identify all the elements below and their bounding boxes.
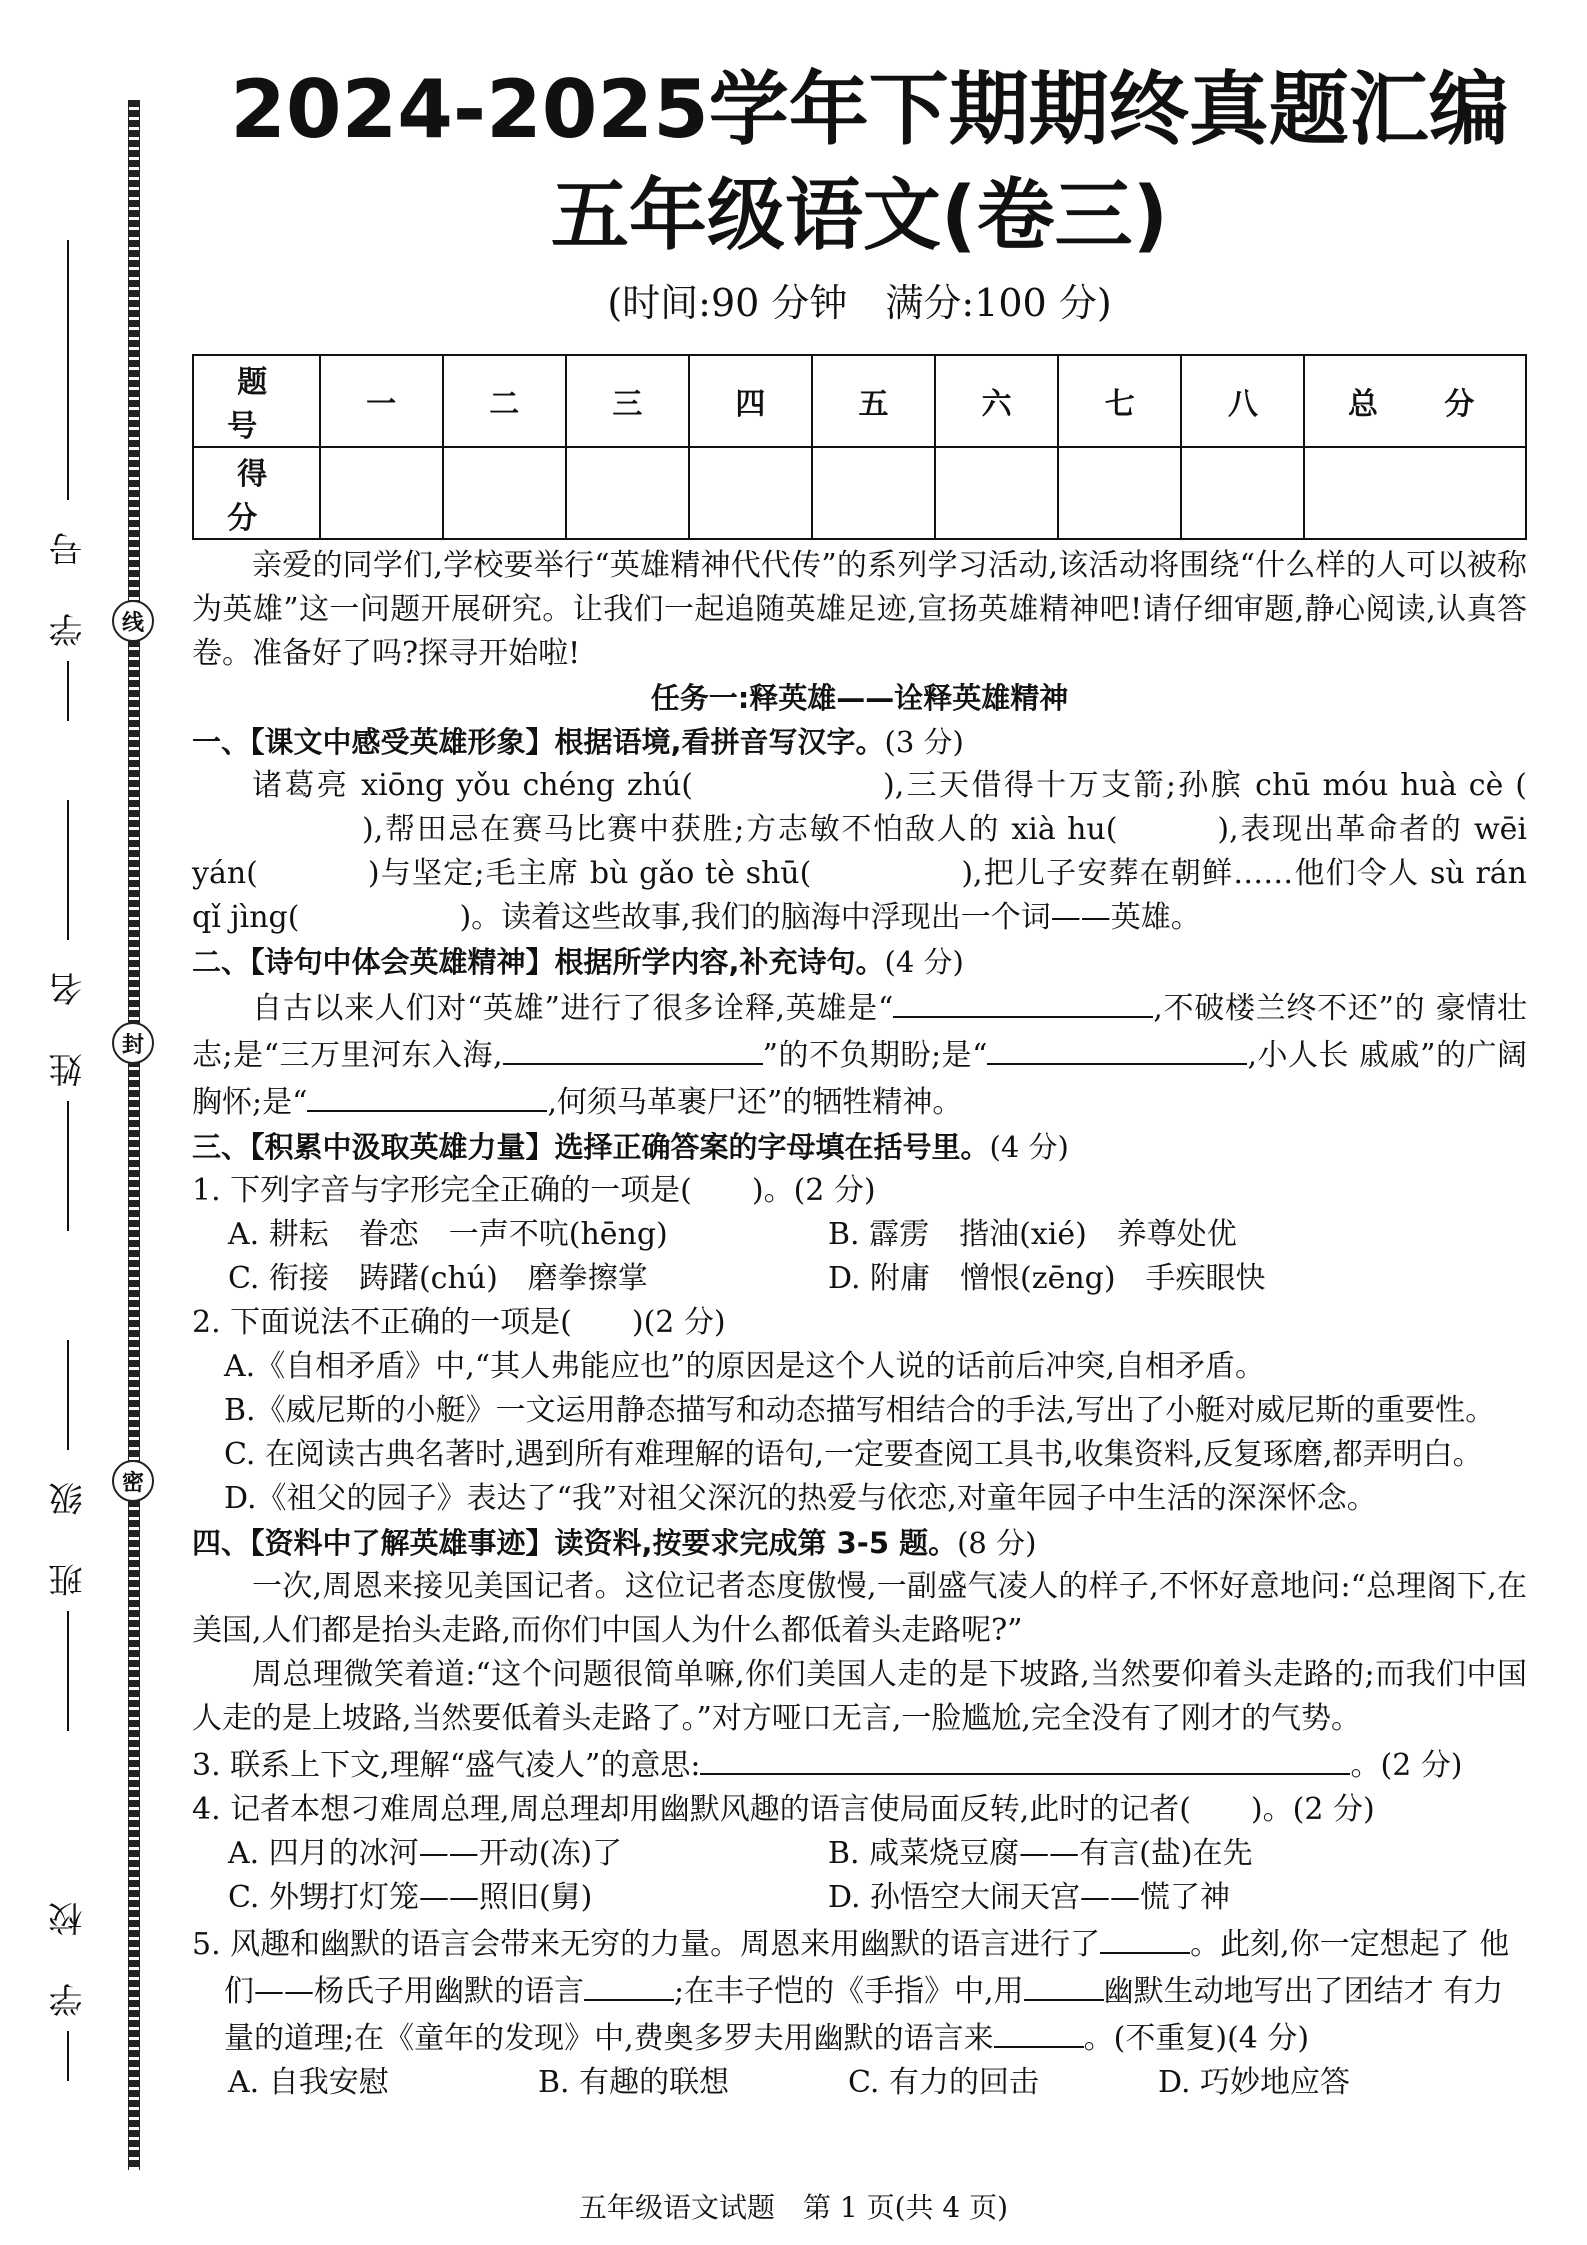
s1-text: ),把儿子安葬在朝鲜……他们令人 (961, 856, 1420, 891)
intro-paragraph: 亲爱的同学们,学校要举行“英雄精神代代传”的系列学习活动,该活动将围绕“什么样的人可以被称为英雄”这一问题开展研究。让我们一起追随英雄足迹,宣扬英雄精神吧!请仔细审题,静心阅读,认真答卷。准备好了吗?探寻开始啦! (192, 548, 1527, 671)
q4-option-d[interactable]: D. 孙悟空大闹天宫——慌了神 (828, 1880, 1231, 1915)
score-table-header-row (193, 355, 1526, 447)
score-table-score-label: 得 分 (193, 447, 320, 539)
section-4-heading (192, 1521, 1527, 1565)
score-cell-8[interactable] (1181, 447, 1304, 539)
q5-option-c[interactable]: C. 有力的回击 (848, 2065, 1039, 2100)
score-col-total: 总 分 (1304, 355, 1526, 447)
field-name[interactable] (38, 800, 98, 1231)
question-4: 4. 记者本想刁难周总理,周总理却用幽默风趣的语言使局面反转,此时的记者( )。(2 分) (192, 1792, 1375, 1827)
question-5 (192, 1920, 1527, 2061)
score-cell-6[interactable] (935, 447, 1058, 539)
s1-text: ),表现出革命者的 (1217, 812, 1463, 847)
q3-answer-line[interactable] (700, 1741, 1350, 1775)
score-col-5: 五 (812, 355, 935, 447)
field-school-label: 学 校 (48, 1884, 89, 2017)
section-3-heading (192, 1125, 1527, 1169)
question-4-options-row-1 (192, 1832, 1527, 1876)
section-2-heading (192, 940, 1527, 984)
q4-option-b[interactable]: B. 咸菜烧豆腐——有言(盐)在先 (828, 1836, 1253, 1871)
exam-title: 2024-2025学年下期期终真题汇编 (230, 63, 1509, 156)
q5-blank-4[interactable] (994, 2014, 1084, 2048)
field-student-number[interactable] (38, 240, 98, 721)
q5-text: 幽默生动地写出了团结才 (1103, 1974, 1434, 2009)
s1-text: ),三天借得十万支箭;孙膑 chū móu huà cè (882, 768, 1504, 803)
section-2-points: (4 分) (884, 945, 964, 979)
s2-text: ,不破楼兰终不还”的 (1153, 991, 1426, 1026)
score-col-1: 一 (320, 355, 443, 447)
section-2-title: 二、【诗句中体会英雄精神】根据所学内容,补充诗句。 (192, 945, 885, 979)
s2-text: ,何须马革裹尸还”的牺牲精神。 (547, 1085, 963, 1120)
score-col-4: 四 (689, 355, 812, 447)
s2-text: 戚戚”的广阔胸怀;是“ (192, 1038, 1527, 1120)
s1-text: sù rán qǐ jìng( (192, 856, 1527, 935)
q5-text: 。此刻,你一定想起了 (1190, 1927, 1470, 1962)
answer-line[interactable] (893, 984, 1153, 1018)
question-1-options-row-2 (192, 1257, 1527, 1301)
s2-text: 豪情壮志;是“三万里河东入海, (192, 991, 1528, 1073)
q2-option-b[interactable]: B.《威尼斯的小艇》一文运用静态描写和动态描写相结合的手法,写出了小艇对威尼斯的重要性。 (224, 1393, 1496, 1428)
s1-text: ( (1515, 768, 1527, 803)
q1-option-b[interactable]: B. 霹雳 揩油(xié) 养尊处优 (828, 1217, 1237, 1252)
reading-paragraph-1: 一次,周恩来接见美国记者。这位记者态度傲慢,一副盛气凌人的样子,不怀好意地问:“总理阁下,在美国,人们都是抬头走路,而你们中国人为什么都低着头走路呢?” (192, 1569, 1527, 1648)
s2-text: ,小人长 (1247, 1038, 1350, 1073)
section-1-heading (192, 720, 1527, 764)
q1-option-a[interactable]: A. 耕耘 眷恋 一声不吭(hēng) (228, 1217, 668, 1252)
score-cell-1[interactable] (320, 447, 443, 539)
score-col-3: 三 (566, 355, 689, 447)
answer-line[interactable] (987, 1031, 1247, 1065)
score-col-8: 八 (1181, 355, 1304, 447)
score-cell-4[interactable] (689, 447, 812, 539)
exam-time-info: (时间:90 分钟 满分:100 分) (607, 281, 1112, 325)
field-class-label: 班 级 (48, 1464, 89, 1597)
question-3 (192, 1741, 1527, 1788)
score-cell-5[interactable] (812, 447, 935, 539)
field-name-label: 姓 名 (48, 954, 89, 1087)
field-class[interactable] (38, 1340, 98, 1731)
section-4-title: 四、【资料中了解英雄事迹】读资料,按要求完成第 3-5 题。 (192, 1526, 958, 1560)
binding-dashed-line (128, 100, 140, 2170)
question-4-options-row-2 (192, 1876, 1527, 1920)
q2-option-c[interactable]: C. 在阅读古典名著时,遇到所有难理解的语句,一定要查阅工具书,收集资料,反复琢磨,都弄明白。 (224, 1437, 1483, 1472)
q1-option-d[interactable]: D. 附庸 憎恨(zēng) 手疾眼快 (828, 1261, 1266, 1296)
s2-text: ”的不负期盼;是“ (762, 1038, 988, 1073)
section-2-body (192, 984, 1527, 1125)
s1-text: )与坚定;毛主席 bù gǎo tè shū( (367, 856, 812, 891)
score-col-6: 六 (935, 355, 1058, 447)
q3-points: 。(2 分) (1350, 1748, 1463, 1783)
s1-text: )。读着这些故事,我们的脑海中浮现出一个词——英雄。 (459, 900, 1201, 935)
q5-text: 5. 风趣和幽默的语言会带来无穷的力量。周恩来用幽默的语言进行了 (192, 1927, 1101, 1962)
q5-option-d[interactable]: D. 巧妙地应答 (1158, 2065, 1351, 2100)
seal-seal-mark: 封 (112, 1022, 154, 1064)
section-3-title: 三、【积累中汲取英雄力量】选择正确答案的字母填在括号里。 (192, 1130, 990, 1164)
s1-text: 诸葛亮 xiōng yǒu chéng zhú( (252, 768, 693, 803)
q5-option-a[interactable]: A. 自我安慰 (228, 2065, 389, 2100)
score-cell-3[interactable] (566, 447, 689, 539)
q5-text: 有力量的道理;在《童年的发现》中,费奥多罗夫用幽默的语言来 (224, 1974, 1504, 2056)
reading-paragraph-2: 周总理微笑着道:“这个问题很简单嘛,你们美国人走的是下坡路,当然要仰着头走路的;而我们中国人走的是上坡路,当然要低着头走路了。”对方哑口无言,一脸尴尬,完全没有了刚才的气势。 (192, 1657, 1527, 1736)
q2-option-a[interactable]: A.《自相矛盾》中,“其人弗能应也”的原因是这个人说的话前后冲突,自相矛盾。 (224, 1349, 1265, 1384)
q5-text: 。(不重复)(4 分) (1083, 2021, 1310, 2056)
score-table-row-label: 题 号 (193, 355, 320, 447)
q2-option-d[interactable]: D.《祖父的园子》表达了“我”对祖父深沉的热爱与依恋,对童年园子中生活的深深怀念。 (224, 1481, 1377, 1516)
score-table-score-row (193, 447, 1526, 539)
section-1-title: 一、【课文中感受英雄形象】根据语境,看拼音写汉字。 (192, 725, 885, 759)
task-one-heading: 任务一:释英雄——诠释英雄精神 (650, 681, 1069, 715)
s2-text: 自古以来人们对“英雄”进行了很多诠释,英雄是“ (252, 991, 894, 1026)
q5-blank-3[interactable] (1024, 1967, 1104, 2001)
field-school[interactable] (38, 1870, 98, 2081)
q4-option-a[interactable]: A. 四月的冰河——开动(冻)了 (228, 1836, 623, 1871)
score-table (192, 354, 1527, 540)
score-cell-total[interactable] (1304, 447, 1526, 539)
exam-subtitle: 五年级语文(卷三) (550, 171, 1169, 261)
score-cell-2[interactable] (443, 447, 566, 539)
section-1-body (192, 764, 1527, 940)
q5-blank-2[interactable] (584, 1967, 674, 2001)
score-cell-7[interactable] (1058, 447, 1181, 539)
answer-line[interactable] (503, 1031, 763, 1065)
section-3-points: (4 分) (989, 1130, 1069, 1164)
q1-option-c[interactable]: C. 衔接 踌躇(chú) 磨拳擦掌 (228, 1261, 648, 1296)
answer-line[interactable] (307, 1078, 547, 1112)
s1-text: ),帮田忌在赛马比赛中获胜;方志敏不怕敌人的 xià hu( (362, 812, 1118, 847)
seal-line-mark: 线 (112, 600, 154, 642)
question-2: 2. 下面说法不正确的一项是( )(2 分) (192, 1305, 726, 1340)
section-4-points: (8 分) (957, 1526, 1037, 1560)
section-1-points: (3 分) (884, 725, 964, 759)
question-1: 1. 下列字音与字形完全正确的一项是( )。(2 分) (192, 1173, 876, 1208)
q5-blank-1[interactable] (1100, 1920, 1190, 1954)
question-1-options-row-1 (192, 1213, 1527, 1257)
q3-text: 3. 联系上下文,理解“盛气凌人”的意思: (192, 1748, 701, 1783)
score-col-2: 二 (443, 355, 566, 447)
q5-text: ;在丰子恺的《手指》中,用 (674, 1974, 1024, 2009)
s1-text: wēi yán( (192, 812, 1527, 891)
field-student-number-label: 学 号 (48, 514, 89, 647)
exam-page (192, 60, 1527, 2105)
page-footer: 五年级语文试题 第 1 页(共 4 页) (578, 2191, 1009, 2224)
seal-secret-mark: 密 (112, 1460, 154, 1502)
question-5-options (192, 2061, 1527, 2105)
score-col-7: 七 (1058, 355, 1181, 447)
q5-text: 他们——杨氏子用幽默的语言 (224, 1927, 1510, 2009)
q4-option-c[interactable]: C. 外甥打灯笼——照旧(舅) (228, 1880, 593, 1915)
q5-option-b[interactable]: B. 有趣的联想 (538, 2065, 730, 2100)
